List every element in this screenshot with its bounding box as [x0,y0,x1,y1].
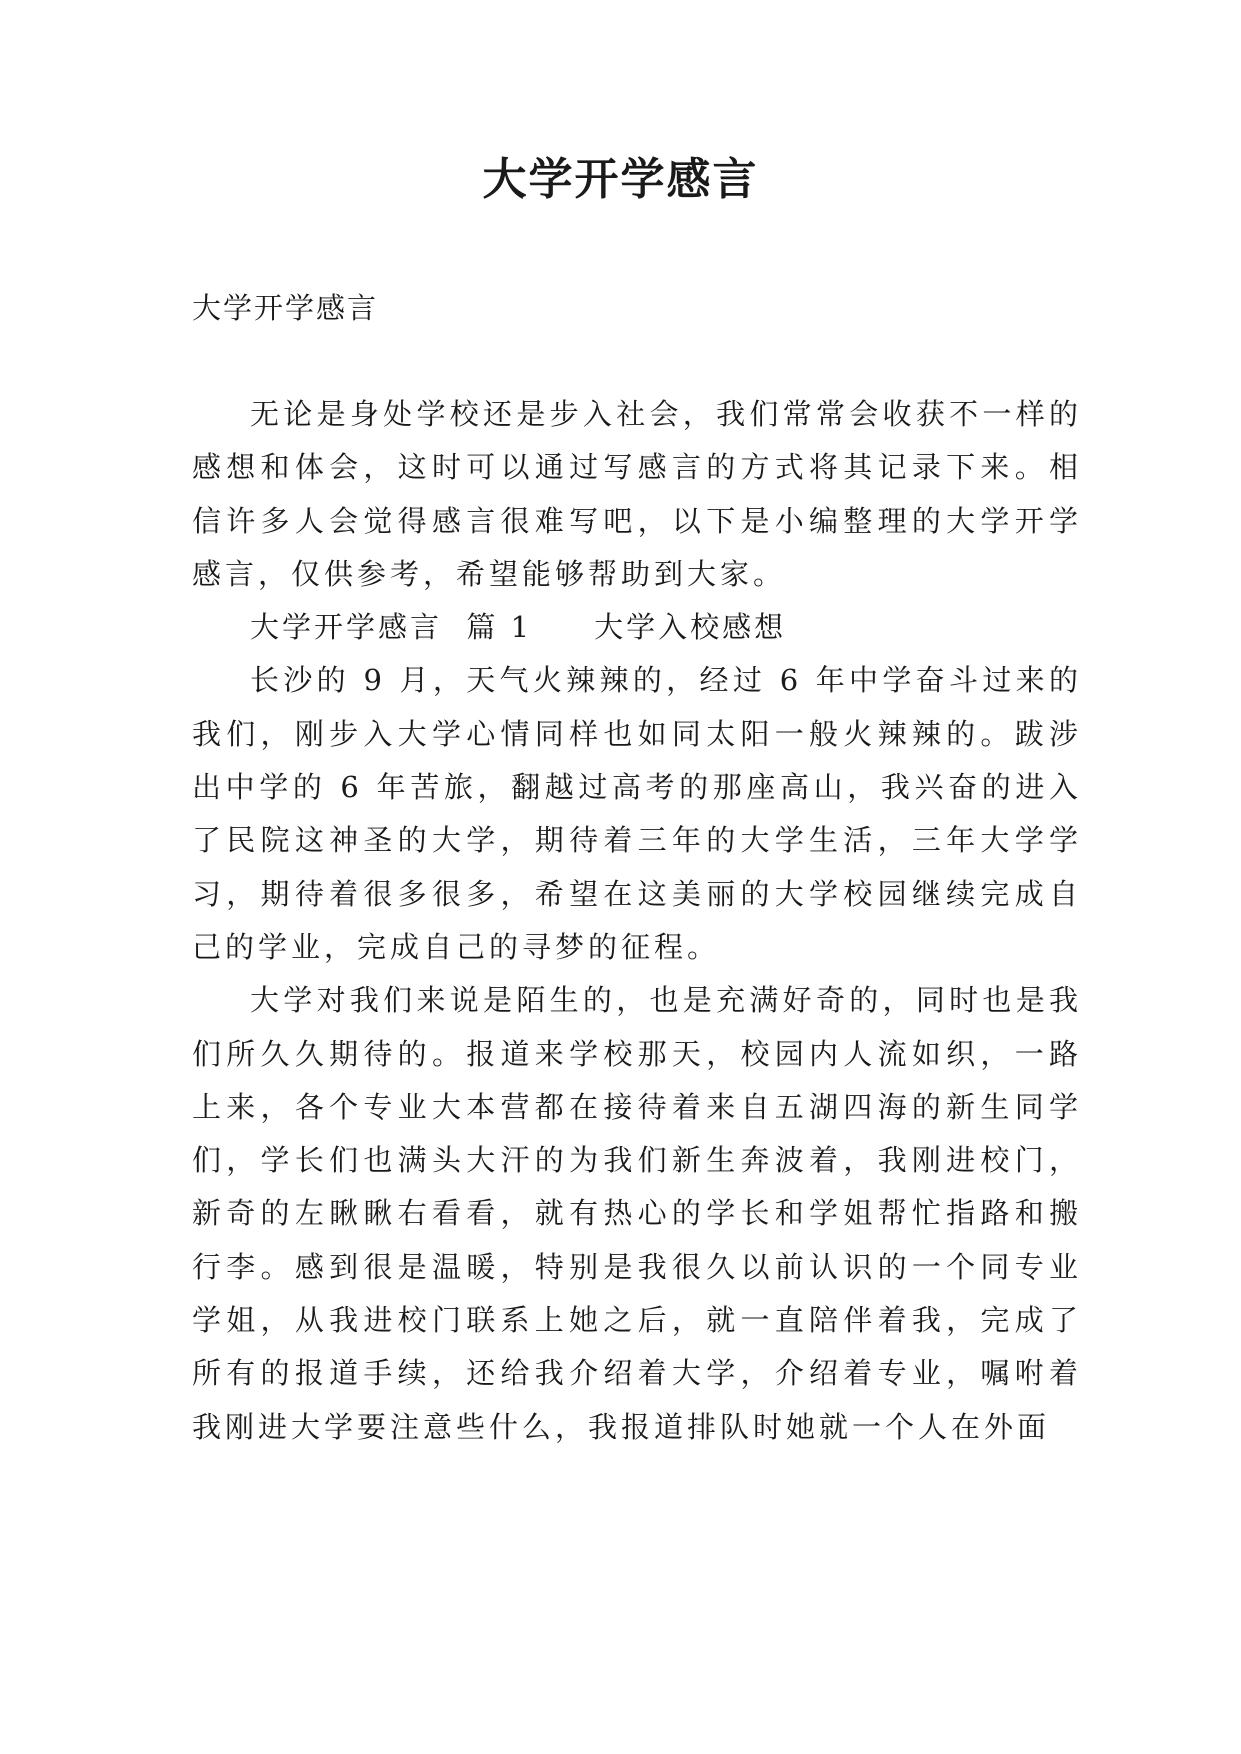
section-heading-topic: 大学入校感想 [594,610,787,645]
intro-paragraph: 无论是身处学校还是步入社会，我们常常会收获不一样的感想和体会，这时可以通过写感言的方式将其记录下来。相信许多人会觉得感言很难写吧，以下是小编整理的大学开学感言，仅供参考，希望能够帮助到大家。 [192,397,1082,591]
section-heading [192,601,1082,654]
section-heading-label: 大学开学感言 篇 1 [250,610,533,645]
document-subtitle: 大学开学感言 [192,291,379,325]
document-title: 大学开学感言 [482,154,759,205]
document-body [192,288,1082,1454]
body-paragraph: 长沙的 9 月，天气火辣辣的，经过 6 年中学奋斗过来的我们，刚步入大学心情同样也如同太阳一般火辣辣的。跋涉出中学的 6 年苦旅，翻越过高考的那座高山，我兴奋的进入了民院这神圣的大学，期待着三年的大学生活，三年大学学习，期待着很多很多，希望在这美丽的大学校园继续完成自己的学业，完成自己的寻梦的征程。 [192,663,1082,964]
body-paragraph: 大学对我们来说是陌生的，也是充满好奇的，同时也是我们所久久期待的。报道来学校那天，校园内人流如织，一路上来，各个专业大本营都在接待着来自五湖四海的新生同学们，学长们也满头大汗的为我们新生奔波着，我刚进校门，新奇的左瞅瞅右看看，就有热心的学长和学姐帮忙指路和搬行李。感到很是温暖，特别是我很久以前认识的一个同专业学姐，从我进校门联系上她之后，就一直陪伴着我，完成了所有的报道手续，还给我介绍着大学，介绍着专业，嘱咐着我刚进大学要注意些什么，我报道排队时她就一个人在外面 [192,983,1082,1444]
